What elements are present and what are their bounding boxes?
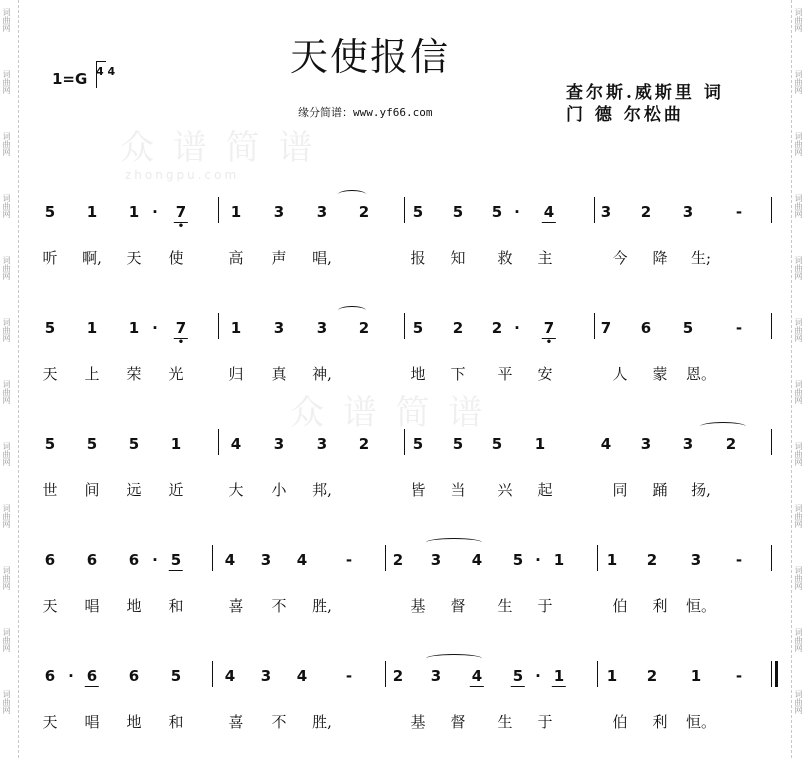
note: 7 • bbox=[175, 319, 187, 348]
bar-line bbox=[597, 661, 598, 687]
lyric-syllable: 胜, bbox=[312, 597, 332, 615]
lyric-syllable: 不 bbox=[271, 713, 287, 731]
note: 5 bbox=[682, 319, 694, 337]
note: 3 bbox=[600, 203, 612, 221]
note: 5 bbox=[491, 435, 503, 453]
note: 1 bbox=[230, 319, 242, 337]
lyric-syllable: 利 bbox=[652, 597, 668, 615]
site-tag: 词曲网 bbox=[794, 194, 803, 218]
note: 5 bbox=[44, 435, 56, 453]
site-tag: 词曲网 bbox=[794, 442, 803, 466]
lyric-syllable: 远 bbox=[126, 481, 142, 499]
site-tag: 词曲网 bbox=[794, 380, 803, 404]
lyricist-credit: 查尔斯.威斯里 词 bbox=[566, 83, 724, 103]
bar-line bbox=[594, 313, 595, 339]
note: - bbox=[345, 551, 353, 569]
note: 2 bbox=[392, 551, 404, 569]
note: 5 bbox=[412, 203, 424, 221]
lyric-syllable: 救 bbox=[497, 249, 513, 267]
bar-line bbox=[218, 197, 219, 223]
lyric-syllable: 生 bbox=[497, 713, 513, 731]
key-signature: 1=G bbox=[52, 70, 88, 88]
lyric-syllable: 光 bbox=[168, 365, 184, 383]
score-line bbox=[0, 319, 810, 429]
bar-line bbox=[404, 197, 405, 223]
note: · bbox=[68, 667, 74, 685]
note: 4 bbox=[471, 667, 483, 685]
note: 6 bbox=[86, 551, 98, 569]
note: 6 bbox=[128, 551, 140, 569]
lyric-syllable: 于 bbox=[537, 713, 553, 731]
bar-line bbox=[404, 429, 405, 455]
composer-credit: 门 德 尔松曲 bbox=[566, 105, 684, 125]
note: 3 bbox=[690, 551, 702, 569]
bar-line bbox=[218, 429, 219, 455]
note: 3 bbox=[316, 435, 328, 453]
note: 1 bbox=[553, 667, 565, 685]
lyric-syllable: 天 bbox=[42, 365, 58, 383]
note: 3 bbox=[316, 203, 328, 221]
watermark-middle: 众 谱 简 谱 bbox=[290, 393, 487, 433]
bar-line bbox=[594, 197, 595, 223]
note: 5 bbox=[44, 319, 56, 337]
site-tag: 词曲网 bbox=[2, 256, 11, 280]
note: - bbox=[345, 667, 353, 685]
note: 1 bbox=[230, 203, 242, 221]
site-tag: 词曲网 bbox=[2, 318, 11, 342]
lyric-syllable: 踊 bbox=[652, 481, 668, 499]
lyric-syllable: 督 bbox=[450, 713, 466, 731]
site-tag: 词曲网 bbox=[2, 504, 11, 528]
note: 5 bbox=[412, 435, 424, 453]
lyric-syllable: 不 bbox=[271, 597, 287, 615]
note: 5 bbox=[512, 551, 524, 569]
lyric-syllable: 伯 bbox=[612, 597, 628, 615]
site-tag: 词曲网 bbox=[794, 566, 803, 590]
lyric-syllable: 兴 bbox=[497, 481, 513, 499]
note: 5 bbox=[512, 667, 524, 685]
time-sig-bar bbox=[96, 61, 106, 88]
note: 4 bbox=[224, 551, 236, 569]
score-line bbox=[0, 551, 810, 661]
bar-line bbox=[404, 313, 405, 339]
lyric-syllable: 使 bbox=[168, 249, 184, 267]
note: 4 bbox=[600, 435, 612, 453]
note: · bbox=[535, 667, 541, 685]
note: - bbox=[735, 667, 743, 685]
site-tag: 词曲网 bbox=[2, 690, 11, 714]
note: 2 bbox=[640, 203, 652, 221]
lyric-syllable: 唱 bbox=[84, 713, 100, 731]
site-tag: 词曲网 bbox=[2, 566, 11, 590]
note: · bbox=[514, 319, 520, 337]
note: 1 bbox=[606, 551, 618, 569]
note: 3 bbox=[430, 667, 442, 685]
bar-line bbox=[775, 661, 778, 687]
lyric-syllable: 起 bbox=[537, 481, 553, 499]
lyric-syllable: 基 bbox=[410, 713, 426, 731]
lyric-syllable: 知 bbox=[450, 249, 466, 267]
note: 5 bbox=[452, 203, 464, 221]
note: 1 bbox=[553, 551, 565, 569]
site-tag: 词曲网 bbox=[794, 504, 803, 528]
lyric-syllable: 喜 bbox=[228, 713, 244, 731]
note: 3 bbox=[640, 435, 652, 453]
watermark-top: 众 谱 简 谱 bbox=[120, 128, 317, 168]
lyric-syllable: 地 bbox=[410, 365, 426, 383]
lyric-syllable: 世 bbox=[42, 481, 58, 499]
note: 5 bbox=[170, 551, 182, 569]
lyric-syllable: 真 bbox=[271, 365, 287, 383]
time-signature bbox=[96, 66, 115, 78]
note: 5 bbox=[491, 203, 503, 221]
slur-arc bbox=[426, 654, 482, 663]
lyric-syllable: 基 bbox=[410, 597, 426, 615]
bar-line bbox=[218, 313, 219, 339]
lyric-syllable: 于 bbox=[537, 597, 553, 615]
note: 3 bbox=[682, 203, 694, 221]
note: 2 bbox=[358, 319, 370, 337]
site-tag: 词曲网 bbox=[2, 132, 11, 156]
lyric-syllable: 胜, bbox=[312, 713, 332, 731]
note: 7 • bbox=[543, 319, 555, 348]
lyric-syllable: 天 bbox=[42, 713, 58, 731]
lyric-syllable: 上 bbox=[84, 365, 100, 383]
note: 1 bbox=[86, 319, 98, 337]
lyric-syllable: 当 bbox=[450, 481, 466, 499]
source-line: 缘分简谱：www.yf66.com bbox=[298, 106, 433, 119]
note: 7 bbox=[600, 319, 612, 337]
note: 1 bbox=[86, 203, 98, 221]
note: 2 bbox=[452, 319, 464, 337]
lyric-syllable: 唱 bbox=[84, 597, 100, 615]
note: 1 bbox=[690, 667, 702, 685]
lyric-syllable: 蒙 bbox=[652, 365, 668, 383]
site-tag: 词曲网 bbox=[794, 70, 803, 94]
lyric-syllable: 人 bbox=[612, 365, 628, 383]
song-title: 天使报信 bbox=[290, 35, 451, 79]
lyric-syllable: 唱, bbox=[312, 249, 332, 267]
note: 4 bbox=[543, 203, 555, 221]
site-tag: 词曲网 bbox=[794, 690, 803, 714]
note: 2 bbox=[358, 435, 370, 453]
note: 4 bbox=[224, 667, 236, 685]
note: 1 bbox=[606, 667, 618, 685]
bar-line bbox=[385, 661, 386, 687]
note: 6 bbox=[128, 667, 140, 685]
lyric-syllable: 啊, bbox=[82, 249, 102, 267]
note: 2 bbox=[358, 203, 370, 221]
time-sig-top: 4 bbox=[96, 65, 104, 78]
note: - bbox=[735, 203, 743, 221]
site-tag: 词曲网 bbox=[2, 442, 11, 466]
lyric-syllable: 皆 bbox=[410, 481, 426, 499]
site-tag: 词曲网 bbox=[794, 318, 803, 342]
lyric-syllable: 恒。 bbox=[685, 597, 717, 615]
note: 2 bbox=[646, 551, 658, 569]
bar-line bbox=[212, 661, 213, 687]
slur-arc bbox=[338, 306, 366, 315]
time-sig-bottom: 4 bbox=[107, 65, 116, 78]
score-line bbox=[0, 667, 810, 777]
site-tag: 词曲网 bbox=[794, 256, 803, 280]
bar-line bbox=[385, 545, 386, 571]
lyric-syllable: 地 bbox=[126, 597, 142, 615]
bar-line bbox=[212, 545, 213, 571]
bar-line bbox=[597, 545, 598, 571]
note: 6 bbox=[44, 551, 56, 569]
lyric-syllable: 归 bbox=[228, 365, 244, 383]
note: · bbox=[152, 203, 158, 221]
lyric-syllable: 地 bbox=[126, 713, 142, 731]
note: 3 bbox=[273, 319, 285, 337]
bar-line bbox=[771, 429, 772, 455]
lyric-syllable: 大 bbox=[228, 481, 244, 499]
lyric-syllable: 高 bbox=[228, 249, 244, 267]
note: · bbox=[535, 551, 541, 569]
note: 6 bbox=[44, 667, 56, 685]
lyric-syllable: 和 bbox=[168, 713, 184, 731]
lyric-syllable: 听 bbox=[42, 249, 58, 267]
octave-dot: • bbox=[177, 221, 185, 232]
lyric-syllable: 今 bbox=[612, 249, 628, 267]
lyric-syllable: 报 bbox=[410, 249, 426, 267]
lyric-syllable: 间 bbox=[84, 481, 100, 499]
note: 5 bbox=[128, 435, 140, 453]
lyric-syllable: 平 bbox=[497, 365, 513, 383]
note: 6 bbox=[86, 667, 98, 685]
site-tag: 词曲网 bbox=[794, 628, 803, 652]
site-tag: 词曲网 bbox=[2, 194, 11, 218]
note: 4 bbox=[296, 667, 308, 685]
note: 3 bbox=[273, 203, 285, 221]
lyric-syllable: 荣 bbox=[126, 365, 142, 383]
lyric-syllable: 神, bbox=[312, 365, 332, 383]
slur-arc bbox=[700, 422, 746, 431]
note: 3 bbox=[273, 435, 285, 453]
bar-line bbox=[771, 197, 772, 223]
note: 2 bbox=[392, 667, 404, 685]
watermark-top-sub: zhongpu.com bbox=[125, 168, 240, 182]
note: 2 bbox=[646, 667, 658, 685]
site-tag: 词曲网 bbox=[794, 132, 803, 156]
site-tag: 词曲网 bbox=[794, 8, 803, 32]
lyric-syllable: 下 bbox=[450, 365, 466, 383]
slur-arc bbox=[338, 190, 366, 199]
note: 5 bbox=[412, 319, 424, 337]
note: 2 bbox=[491, 319, 503, 337]
lyric-syllable: 主 bbox=[537, 249, 553, 267]
lyric-syllable: 和 bbox=[168, 597, 184, 615]
note: 3 bbox=[316, 319, 328, 337]
note: · bbox=[514, 203, 520, 221]
note: 4 bbox=[230, 435, 242, 453]
bar-line bbox=[771, 545, 772, 571]
lyric-syllable: 声 bbox=[271, 249, 287, 267]
octave-dot: • bbox=[177, 337, 185, 348]
octave-dot: • bbox=[545, 337, 553, 348]
lyric-syllable: 生; bbox=[690, 249, 712, 267]
site-tag: 词曲网 bbox=[2, 8, 11, 32]
note: 5 bbox=[452, 435, 464, 453]
note: 1 bbox=[128, 203, 140, 221]
note: - bbox=[735, 551, 743, 569]
bar-line bbox=[771, 313, 772, 339]
note: 3 bbox=[430, 551, 442, 569]
note: 6 bbox=[640, 319, 652, 337]
note: 1 bbox=[534, 435, 546, 453]
note: 5 bbox=[44, 203, 56, 221]
lyric-syllable: 扬, bbox=[691, 481, 711, 499]
lyric-syllable: 恩。 bbox=[685, 365, 717, 383]
lyric-syllable: 邦, bbox=[312, 481, 332, 499]
score-line bbox=[0, 203, 810, 313]
lyric-syllable: 天 bbox=[42, 597, 58, 615]
lyric-syllable: 利 bbox=[652, 713, 668, 731]
lyric-syllable: 生 bbox=[497, 597, 513, 615]
lyric-syllable: 同 bbox=[612, 481, 628, 499]
lyric-syllable: 安 bbox=[537, 365, 553, 383]
slur-arc bbox=[426, 538, 482, 547]
note: 1 bbox=[170, 435, 182, 453]
note: - bbox=[735, 319, 743, 337]
site-tag: 词曲网 bbox=[2, 380, 11, 404]
lyric-syllable: 降 bbox=[652, 249, 668, 267]
note: 5 bbox=[86, 435, 98, 453]
note: · bbox=[152, 551, 158, 569]
note: 4 bbox=[471, 551, 483, 569]
lyric-syllable: 近 bbox=[168, 481, 184, 499]
note: 1 bbox=[128, 319, 140, 337]
lyric-syllable: 伯 bbox=[612, 713, 628, 731]
lyric-syllable: 小 bbox=[271, 481, 287, 499]
score-line bbox=[0, 435, 810, 545]
note: 7 • bbox=[175, 203, 187, 232]
lyric-syllable: 喜 bbox=[228, 597, 244, 615]
site-tag: 词曲网 bbox=[2, 628, 11, 652]
note: 4 bbox=[296, 551, 308, 569]
lyric-syllable: 天 bbox=[126, 249, 142, 267]
note: 5 bbox=[170, 667, 182, 685]
lyric-syllable: 督 bbox=[450, 597, 466, 615]
note: 3 bbox=[260, 667, 272, 685]
note: 3 bbox=[682, 435, 694, 453]
note: 2 bbox=[725, 435, 737, 453]
site-tag: 词曲网 bbox=[2, 70, 11, 94]
note: · bbox=[152, 319, 158, 337]
lyric-syllable: 恒。 bbox=[685, 713, 717, 731]
note: 3 bbox=[260, 551, 272, 569]
